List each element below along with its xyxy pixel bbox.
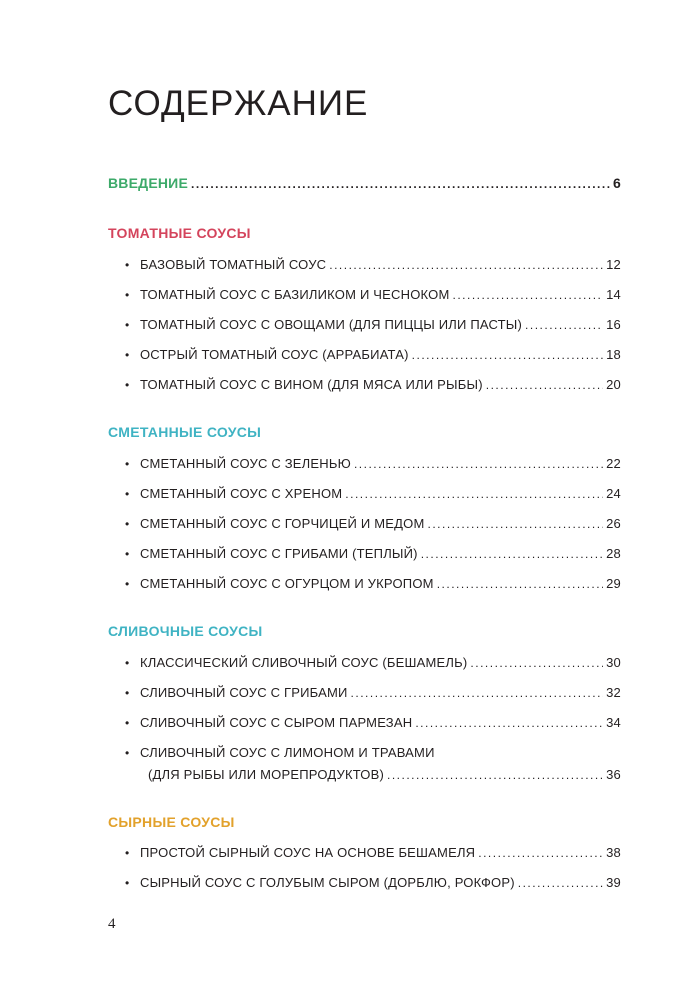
bullet: • xyxy=(125,517,130,531)
toc-entry-page: 29 xyxy=(606,576,621,591)
toc-entry-label: СЛИВОЧНЫЙ СОУС С СЫРОМ ПАРМЕЗАН xyxy=(140,715,413,730)
toc-entry-page: 30 xyxy=(606,655,621,670)
bullet: • xyxy=(125,547,130,561)
toc-entry[interactable] xyxy=(140,845,621,861)
page-title: СОДЕРЖАНИЕ xyxy=(108,84,369,123)
toc-entry[interactable] xyxy=(140,655,621,671)
toc-entry-label: ВВЕДЕНИЕ xyxy=(108,175,188,191)
dot-leader xyxy=(415,715,603,731)
dot-leader xyxy=(428,516,604,532)
toc-entry-label: ТОМАТНЫЙ СОУС С ВИНОМ (ДЛЯ МЯСА ИЛИ РЫБЫ) xyxy=(140,377,483,392)
bullet: • xyxy=(125,487,130,501)
bullet: • xyxy=(125,378,130,392)
bullet: • xyxy=(125,656,130,670)
toc-entry-page: 32 xyxy=(606,685,621,700)
bullet: • xyxy=(125,876,130,890)
bullet: • xyxy=(125,288,130,302)
dot-leader xyxy=(437,576,603,592)
toc-entry[interactable] xyxy=(140,875,621,891)
dot-leader xyxy=(421,546,603,562)
toc-entry[interactable] xyxy=(140,287,621,303)
toc-entry-first-line xyxy=(140,745,621,761)
dot-leader xyxy=(478,845,603,861)
toc-entry[interactable] xyxy=(140,317,621,333)
dot-leader xyxy=(354,456,603,472)
toc-entry[interactable] xyxy=(140,347,621,363)
toc-entry-label: ОСТРЫЙ ТОМАТНЫЙ СОУС (АРРАБИАТА) xyxy=(140,347,409,362)
toc-entry-page: 36 xyxy=(606,767,621,782)
toc-entry[interactable] xyxy=(140,456,621,472)
dot-leader xyxy=(486,377,603,393)
toc-entry-label: БАЗОВЫЙ ТОМАТНЫЙ СОУС xyxy=(140,257,327,272)
toc-entry[interactable] xyxy=(140,377,621,393)
toc-entry[interactable] xyxy=(140,576,621,592)
dot-leader xyxy=(470,655,603,671)
toc-entry-page: 39 xyxy=(606,875,621,890)
toc-entry-page: 6 xyxy=(613,175,621,191)
toc-entry-label: СЛИВОЧНЫЙ СОУС С ЛИМОНОМ И ТРАВАМИ xyxy=(140,745,435,760)
toc-entry-page: 16 xyxy=(606,317,621,332)
toc-entry-page: 28 xyxy=(606,546,621,561)
toc-entry[interactable] xyxy=(140,546,621,562)
bullet: • xyxy=(125,716,130,730)
dot-leader xyxy=(387,767,603,783)
dot-leader xyxy=(329,257,603,273)
section-heading-tomato: ТОМАТНЫЕ СОУСЫ xyxy=(108,225,251,241)
page-number: 4 xyxy=(108,916,116,932)
toc-entry-label: ПРОСТОЙ СЫРНЫЙ СОУС НА ОСНОВЕ БЕШАМЕЛЯ xyxy=(140,845,476,860)
bullet: • xyxy=(125,258,130,272)
toc-entry-intro[interactable] xyxy=(108,175,621,192)
toc-entry-label: ТОМАТНЫЙ СОУС С БАЗИЛИКОМ И ЧЕСНОКОМ xyxy=(140,287,450,302)
toc-entry-label: СМЕТАННЫЙ СОУС С ЗЕЛЕНЬЮ xyxy=(140,456,351,471)
toc-entry-page: 38 xyxy=(606,845,621,860)
bullet: • xyxy=(125,846,130,860)
dot-leader xyxy=(518,875,603,891)
toc-entry-label: ТОМАТНЫЙ СОУС С ОВОЩАМИ (ДЛЯ ПИЦЦЫ ИЛИ ПАСТЫ) xyxy=(140,317,523,332)
section-heading-sour-cream: СМЕТАННЫЕ СОУСЫ xyxy=(108,424,262,440)
bullet: • xyxy=(125,318,130,332)
toc-entry[interactable] xyxy=(140,257,621,273)
toc-entry-page: 34 xyxy=(606,715,621,730)
toc-entry-label: СМЕТАННЫЙ СОУС С ГРИБАМИ (ТЕПЛЫЙ) xyxy=(140,546,418,561)
dot-leader xyxy=(525,317,603,333)
toc-entry[interactable] xyxy=(140,516,621,532)
toc-entry-label: СМЕТАННЫЙ СОУС С ГОРЧИЦЕЙ И МЕДОМ xyxy=(140,516,425,531)
bullet: • xyxy=(125,577,130,591)
toc-entry-label: СМЕТАННЫЙ СОУС С ХРЕНОМ xyxy=(140,486,343,501)
bullet: • xyxy=(125,348,130,362)
toc-entry-label: КЛАССИЧЕСКИЙ СЛИВОЧНЫЙ СОУС (БЕШАМЕЛЬ) xyxy=(140,655,468,670)
toc-entry-page: 22 xyxy=(606,456,621,471)
toc-entry-label: СМЕТАННЫЙ СОУС С ОГУРЦОМ И УКРОПОМ xyxy=(140,576,434,591)
dot-leader xyxy=(191,176,610,192)
toc-entry-label: СЛИВОЧНЫЙ СОУС С ГРИБАМИ xyxy=(140,685,348,700)
toc-entry-page: 14 xyxy=(606,287,621,302)
toc-entry-page: 18 xyxy=(606,347,621,362)
toc-entry-page: 26 xyxy=(606,516,621,531)
dot-leader xyxy=(351,685,604,701)
toc-entry-page: 20 xyxy=(606,377,621,392)
section-heading-cheese: СЫРНЫЕ СОУСЫ xyxy=(108,814,235,830)
toc-entry-page: 12 xyxy=(606,257,621,272)
bullet: • xyxy=(125,457,130,471)
bullet: • xyxy=(125,746,130,760)
dot-leader xyxy=(412,347,603,363)
dot-leader xyxy=(345,486,603,502)
toc-entry-page: 24 xyxy=(606,486,621,501)
bullet: • xyxy=(125,686,130,700)
toc-entry-label: СЫРНЫЙ СОУС С ГОЛУБЫМ СЫРОМ (ДОРБЛЮ, РОКФОР) xyxy=(140,875,515,890)
dot-leader xyxy=(453,287,604,303)
toc-entry[interactable] xyxy=(140,685,621,701)
toc-entry-second-line xyxy=(148,767,621,783)
toc-entry-label-continued: (ДЛЯ РЫБЫ ИЛИ МОРЕПРОДУКТОВ) xyxy=(148,767,385,782)
toc-entry[interactable] xyxy=(140,486,621,502)
section-heading-cream: СЛИВОЧНЫЕ СОУСЫ xyxy=(108,623,263,639)
toc-entry[interactable] xyxy=(140,715,621,731)
